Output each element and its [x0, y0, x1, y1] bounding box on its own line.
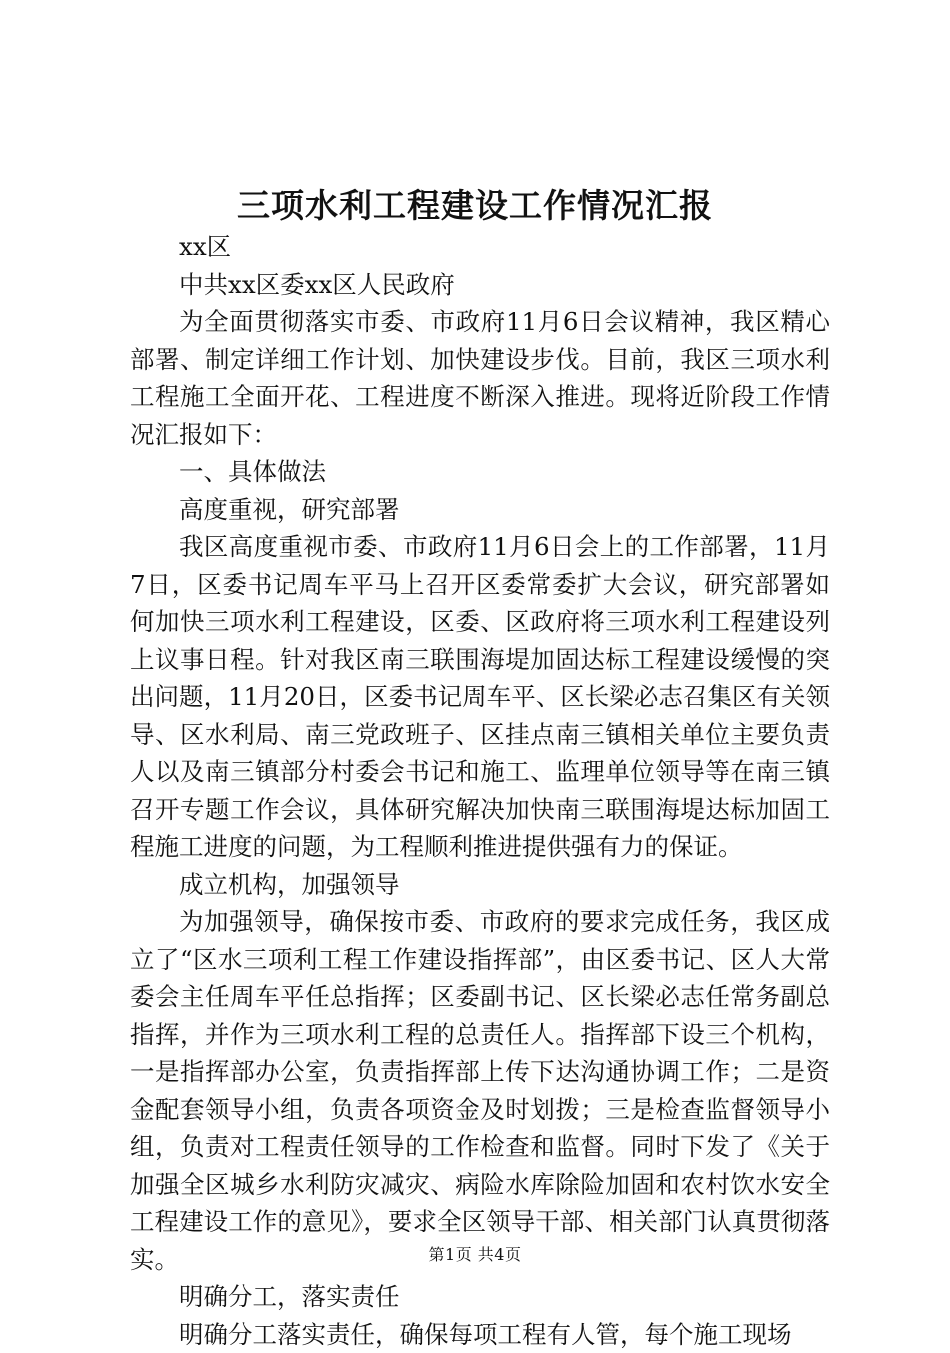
body-paragraph: 我区高度重视市委、市政府11月6日会上的工作部署，11月7日，区委书记周车平马上召开区委常委扩大会议，研究部署如何加快三项水利工程建设，区委、区政府将三项水利工程建设列上议事日程。针对我区南三联围海堤加固达标工程建设缓慢的突出问题，11月20日，区委书记周车平、区长梁必志召集区有关领导、区水利局、南三党政班子、区挂点南三镇相关单位主要负责人以及南三镇部分村委会书记和施工、监理单位领导等在南三镇召开专题工作会议，具体研究解决加快南三联围海堤达标加固工程施工进度的问题，为工程顺利推进提供强有力的保证。 [130, 528, 830, 866]
page-footer: 第1页 共4页 [0, 1240, 950, 1270]
body-paragraph: 明确分工落实责任，确保每项工程有人管，每个施工现场 [130, 1316, 830, 1353]
subheading: 高度重视，研究部署 [130, 491, 830, 529]
issuer-line: 中共xx区委xx区人民政府 [130, 266, 830, 304]
district-line: xx区 [130, 228, 830, 266]
subheading: 明确分工，落实责任 [130, 1278, 830, 1316]
section-heading: 一、具体做法 [130, 453, 830, 491]
document-body [130, 228, 830, 1353]
document-title: 三项水利工程建设工作情况汇报 [0, 180, 950, 232]
intro-paragraph: 为全面贯彻落实市委、市政府11月6日会议精神，我区精心部署、制定详细工作计划、加快建设步伐。目前，我区三项水利工程施工全面开花、工程进度不断深入推进。现将近阶段工作情况汇报如下： [130, 303, 830, 453]
body-paragraph: 为加强领导，确保按市委、市政府的要求完成任务，我区成立了“区水三项利工程工作建设指挥部”，由区委书记、区人大常委会主任周车平任总指挥；区委副书记、区长梁必志任常务副总指挥，并作为三项水利工程的总责任人。指挥部下设三个机构，一是指挥部办公室，负责指挥部上传下达沟通协调工作；二是资金配套领导小组，负责各项资金及时划拨；三是检查监督领导小组，负责对工程责任领导的工作检查和监督。同时下发了《关于加强全区城乡水利防灾减灾、病险水库除险加固和农村饮水安全工程建设工作的意见》，要求全区领导干部、相关部门认真贯彻落实。 [130, 903, 830, 1278]
subheading: 成立机构，加强领导 [130, 866, 830, 904]
